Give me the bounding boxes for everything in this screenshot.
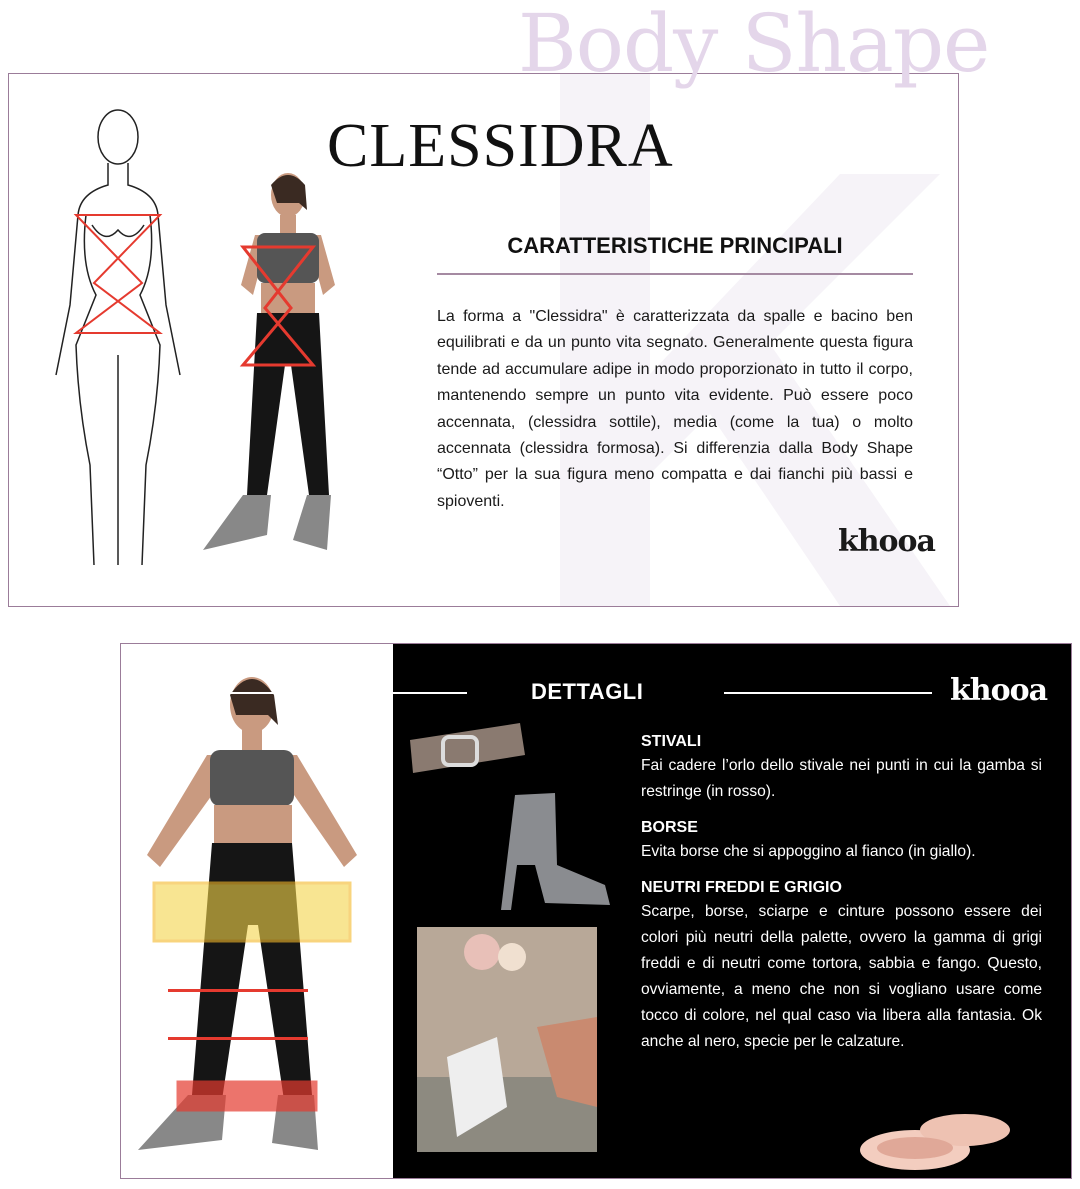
model-photo: [195, 165, 385, 565]
model-photo-details: [122, 645, 393, 1177]
belt-and-boot-image: [405, 715, 620, 910]
shape-title: CLESSIDRA: [327, 112, 674, 180]
section-text: Evita borse che si appoggino al fianco (in giallo).: [641, 843, 976, 860]
boots-flowers-photo: [417, 927, 597, 1152]
details-sections: [641, 731, 1042, 1055]
section-title: NEUTRI FREDDI E GRIGIO: [641, 879, 842, 896]
ballet-flats-image: [855, 1100, 1015, 1175]
main-features-heading: CARATTERISTICHE PRINCIPALI: [507, 233, 843, 258]
section-neutri: [641, 877, 1042, 1055]
shape-description: La forma a "Clessidra" è caratterizzata da spalle e bacino ben equilibrati e da un punto vita segnato. Generalmente questa figura tende ad accumulare adipe in modo proporzionato in tutto il corpo, mantenendo sempre un punto vita evidente. Può essere poco accennata, (clessidra sottile), media (come la tua) o molto accennata (clessidra formosa). Si differenzia dalla Body Shape “Otto” per la sua figura meno compatta e dai fianchi più bassi e spioventi.: [437, 308, 913, 510]
section-borse: [641, 817, 1042, 865]
description-column: [437, 304, 935, 561]
heading-divider: [437, 273, 913, 275]
body-outline-illustration: [50, 105, 190, 585]
section-text: Scarpe, borse, sciarpe e cinture possono essere dei colori più neutri della palette, ovvero la gamma di grigi freddi e di neutri come tortora, sabbia e fango. Questo, ovviamente, a meno che non si vogliano usare come tocco di colore, nel qual caso via libera alla fantasia. Ok anche al nero, specie per le calzature.: [641, 903, 1042, 1050]
divider-left: [393, 692, 467, 694]
divider-right: [724, 692, 932, 694]
details-heading: DETTAGLI: [531, 679, 644, 704]
section-stivali: [641, 731, 1042, 805]
khooa-logo: khooa: [837, 524, 935, 560]
section-title: BORSE: [641, 819, 698, 836]
section-text: Fai cadere l’orlo dello stivale nei punti in cui la gamba si restringe (in rosso).: [641, 757, 1042, 800]
body-shape-watermark-title: Body Shape: [518, 0, 990, 90]
section-title: STIVALI: [641, 733, 702, 750]
khooa-logo-white: khooa: [950, 673, 1048, 708]
